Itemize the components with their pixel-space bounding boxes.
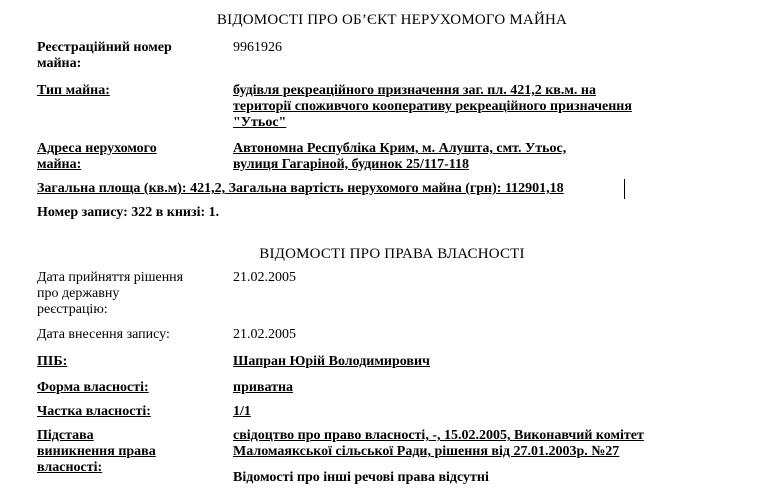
owner-name-value: Шапран Юрій Володимирович	[233, 354, 430, 369]
decision-date-label: Дата прийняття рішення про державну реєстрацію:	[37, 270, 184, 317]
ownership-form-label: Форма власності:	[37, 380, 149, 395]
decision-date-value: 21.02.2005	[233, 270, 296, 285]
ownership-share-label: Частка власності:	[37, 404, 151, 419]
ownership-share-value: 1/1	[233, 404, 251, 419]
ownership-basis-label: Підстава виникнення права власності:	[37, 428, 156, 475]
record-number-line: Номер запису: 322 в книзі: 1.	[37, 205, 220, 220]
entry-date-value: 21.02.2005	[233, 327, 296, 342]
total-cost-label: Загальна вартість нерухомого майна (грн):	[228, 181, 502, 196]
property-type-value: будівля рекреаційного призначення заг. пл. 421,2 кв.м. на території споживчого кооперативу рекреаційного призначення "Утьос"	[233, 83, 632, 130]
reg-number-value: 9961926	[233, 40, 282, 55]
section-title-property: ВІДОМОСТІ ПРО ОБ’ЄКТ НЕРУХОМОГО МАЙНА	[216, 12, 568, 28]
total-cost-value: 112901,18	[501, 181, 564, 196]
owner-name-label: ПІБ:	[37, 354, 68, 369]
reg-number-label: Реєстраційний номер майна:	[37, 40, 172, 71]
area-cost-line	[37, 181, 564, 197]
total-area-value: 421,2,	[186, 181, 229, 196]
address-value: Автономна Республіка Крим, м. Алушта, смт. Утьос, вулиця Гагаріной, будинок 25/117-118	[233, 141, 567, 172]
ownership-basis-value: свідоцтво про право власності, -, 15.02.2005, Виконавчий комітет Маломаякської сільської Ради, рішення від 27.01.2003р. №27	[233, 428, 644, 459]
ownership-form-value: приватна	[233, 380, 294, 395]
entry-date-label: Дата внесення запису:	[37, 327, 170, 342]
section-title-ownership: ВІДОМОСТІ ПРО ПРАВА ВЛАСНОСТІ	[259, 246, 525, 262]
other-rights-note: Відомості про інші речові права відсутні	[233, 470, 489, 485]
text-cursor	[624, 179, 625, 199]
property-type-label: Тип майна:	[37, 83, 110, 98]
address-label: Адреса нерухомого майна:	[37, 141, 157, 172]
total-area-label: Загальна площа (кв.м):	[37, 181, 187, 196]
